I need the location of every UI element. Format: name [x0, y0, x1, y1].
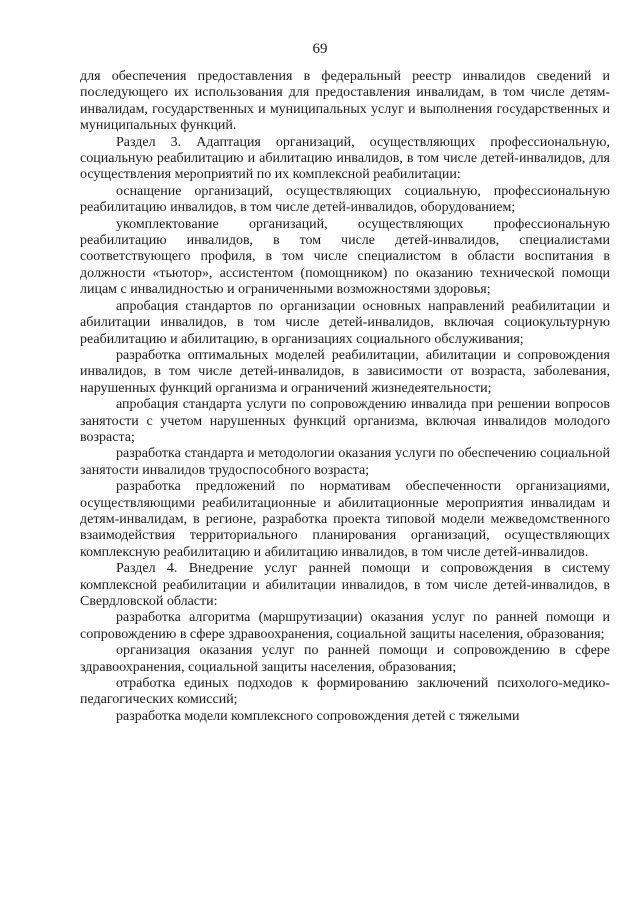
list-item: апробация стандартов по организации основных направлений реабилитации и абилитации инвалидов, в том числе детей-инвалидов, включая социокультурную реабилитацию и абилитацию, в организациях социального обслуживания;	[80, 298, 610, 347]
page-number: 69	[312, 41, 328, 57]
list-item: отработка единых подходов к формированию заключений психолого-медико-педагогических комиссий;	[80, 676, 610, 708]
list-item: апробация стандарта услуги по сопровождению инвалида при решении вопросов занятости с учетом нарушенных функций организма, включая инвалидов молодого возраста;	[80, 397, 610, 445]
document-body	[80, 69, 610, 725]
list-item: оснащение организаций, осуществляющих социальную, профессиональную реабилитацию инвалидов, в том числе детей-инвалидов, оборудованием;	[80, 183, 610, 216]
paragraph-continuation: для обеспечения предоставления в федеральный реестр инвалидов сведений и последующего их использования для предоставления инвалидам, в том числе детям-инвалидам, государственных и муниципальных услуг и выполнения государственных и муниципальных функций.	[80, 69, 610, 134]
list-item: разработка предложений по нормативам обеспеченности организациями, осуществляющими реабилитационные и абилитационные мероприятия инвалидам и детям-инвалидам, в регионе, разработка проекта типовой модели межведомственного взаимодействия территориального планирования организаций, осуществляющих комплексную реабилитацию и абилитацию инвалидов, в том числе детей-инвалидов.	[80, 479, 610, 560]
list-item: разработка стандарта и методологии оказания услуги по обеспечению социальной занятости инвалидов трудоспособного возраста;	[80, 446, 610, 478]
list-item: разработка алгоритма (маршрутизации) оказания услуг по ранней помощи и сопровождению в сфере здравоохранения, социальной защиты населения, образования;	[80, 610, 610, 642]
list-item: организация оказания услуг по ранней помощи и сопровождению в сфере здравоохранения, социальной защиты населения, образования;	[80, 643, 610, 675]
section-4-heading: Раздел 4. Внедрение услуг ранней помощи и сопровождения в систему комплексной реабилитации и абилитации инвалидов, в том числе детей-инвалидов, в Свердловской области:	[80, 561, 610, 609]
list-item: разработка модели комплексного сопровождения детей с тяжелыми	[116, 708, 520, 724]
list-item: разработка оптимальных моделей реабилитации, абилитации и сопровождения инвалидов, в том числе детей-инвалидов, в зависимости от возраста, заболевания, нарушенных функций организма и ограничений жизнедеятельности;	[80, 347, 610, 396]
list-item: укомплектование организаций, осуществляющих профессиональную реабилитацию инвалидов, в том числе детей-инвалидов, специалистами соответствующего профиля, в том числе специалистом в области воспитания в должности «тьютор», ассистентом (помощником) по оказанию технической помощи лицам с инвалидностью и ограниченными возможностями здоровья;	[80, 216, 610, 298]
section-3-heading: Раздел 3. Адаптация организаций, осуществляющих профессиональную, социальную реабилитацию и абилитацию инвалидов, в том числе детей-инвалидов, для осуществления мероприятий по их комплексной реабилитации:	[80, 134, 610, 183]
